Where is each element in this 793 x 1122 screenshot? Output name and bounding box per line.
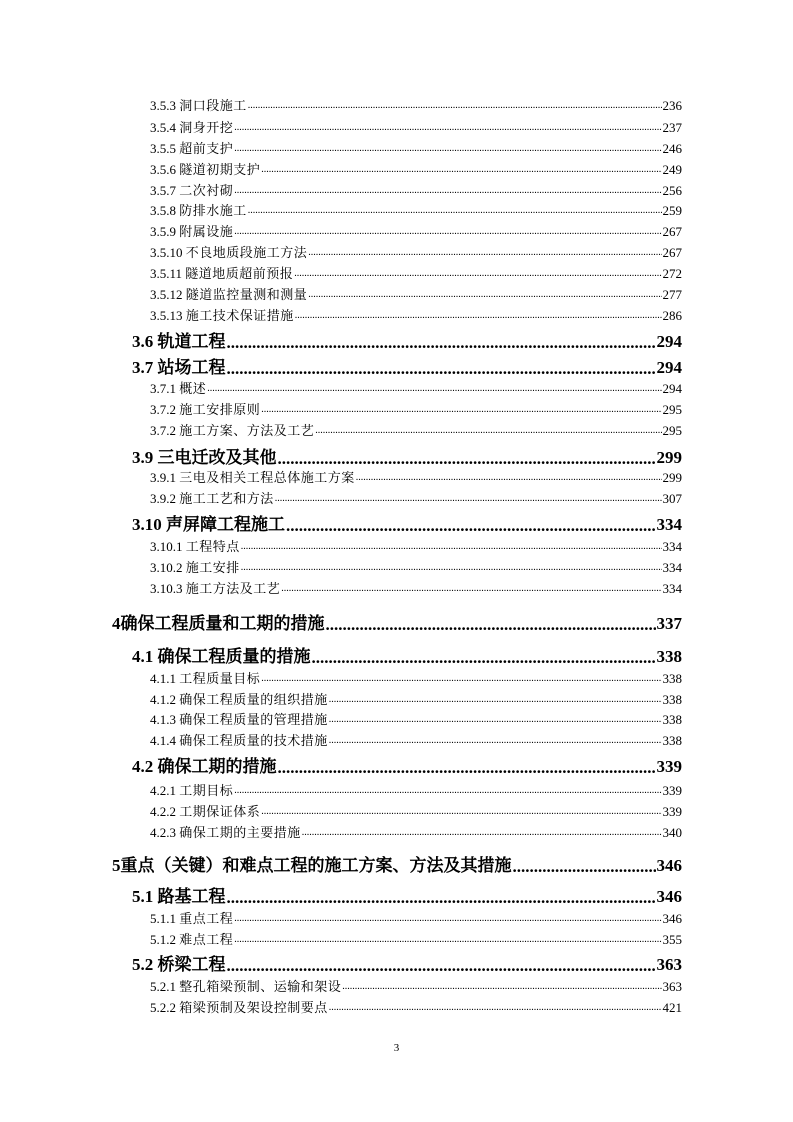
toc-entry-page: 272 — [662, 266, 682, 281]
toc-entry-number: 5.2.2 — [150, 1000, 176, 1015]
toc-entry-number: 3.5.13 — [150, 308, 183, 323]
toc-entry-number: 3.10.2 — [150, 560, 183, 575]
toc-entry-page: 294 — [656, 332, 682, 351]
toc-entry-number: 4.2.2 — [150, 804, 176, 819]
toc-entry-title: 确保工程质量的管理措施 — [179, 712, 328, 727]
dot-leader — [261, 806, 661, 820]
dot-leader — [227, 957, 656, 975]
toc-entry-title: 确保工期的主要措施 — [179, 825, 301, 840]
toc-entry-title: 确保工程质量和工期的措施 — [120, 614, 325, 633]
toc-entry[interactable] — [112, 608, 682, 634]
toc-entry-number: 3.5.4 — [150, 120, 176, 135]
toc-entry[interactable] — [150, 377, 682, 397]
toc-entry-title: 站场工程 — [157, 358, 226, 377]
toc-entry[interactable] — [150, 241, 682, 261]
toc-entry-page: 299 — [656, 448, 682, 467]
toc-entry-title: 施工安排 — [185, 560, 240, 575]
toc-entry-page: 421 — [662, 1000, 682, 1015]
dot-leader — [275, 493, 662, 507]
dot-leader — [234, 934, 661, 948]
toc-entry-number: 3.5.11 — [150, 266, 183, 281]
toc-entry-number: 5.1 — [132, 887, 154, 906]
toc-entry-title: 重点（关键）和难点工程的施工方案、方法及其措施 — [120, 856, 512, 875]
toc-entry-number: 3.5.9 — [150, 224, 176, 239]
toc-entry-number: 3.9 — [132, 448, 154, 467]
toc-entry-number: 3.5.8 — [150, 203, 176, 218]
dot-leader — [312, 649, 656, 667]
dot-leader — [234, 785, 661, 799]
toc-entry-number: 3.5.6 — [150, 162, 176, 177]
toc-entry-page: 334 — [662, 560, 682, 575]
toc-entry[interactable] — [132, 328, 682, 352]
dot-leader — [261, 404, 661, 418]
toc-entry-page: 339 — [662, 804, 682, 819]
toc-entry[interactable] — [150, 262, 682, 282]
toc-entry-number: 5.1.1 — [150, 911, 176, 926]
toc-entry-page: 338 — [662, 671, 682, 686]
toc-entry-page: 339 — [662, 783, 682, 798]
toc-entry[interactable] — [150, 996, 682, 1016]
toc-entry[interactable] — [150, 158, 682, 178]
toc-entry[interactable] — [150, 116, 682, 136]
dot-leader — [329, 1002, 662, 1016]
toc-entry-page: 237 — [662, 120, 682, 135]
dot-leader — [278, 759, 656, 777]
toc-entry-number: 3.7.2 — [150, 423, 176, 438]
toc-entry[interactable] — [150, 708, 682, 728]
toc-entry-number: 4 — [112, 614, 121, 633]
toc-entry-page: 339 — [656, 757, 682, 776]
toc-entry-number: 4.2 — [132, 757, 154, 776]
toc-entry-title: 确保工程质量的组织措施 — [179, 692, 328, 707]
dot-leader — [295, 310, 662, 324]
toc-entry-page: 277 — [662, 287, 682, 302]
toc-entry-page: 346 — [662, 911, 682, 926]
toc-entry[interactable] — [150, 577, 682, 597]
toc-entry-number: 4.1 — [132, 647, 154, 666]
toc-entry-page: 363 — [656, 955, 682, 974]
toc-entry[interactable] — [150, 94, 682, 114]
toc-entry-title: 工程特点 — [185, 539, 240, 554]
dot-leader — [234, 913, 661, 927]
toc-entry-page: 294 — [662, 381, 682, 396]
dot-leader — [308, 289, 661, 303]
toc-entry-page: 286 — [662, 308, 682, 323]
toc-entry-title: 防排水施工 — [179, 203, 247, 218]
dot-leader — [302, 827, 662, 841]
toc-entry-number: 3.5.5 — [150, 141, 176, 156]
toc-entry-page: 267 — [662, 224, 682, 239]
toc-entry-page: 307 — [662, 491, 682, 506]
toc-entry-number: 4.2.1 — [150, 783, 176, 798]
toc-entry-title: 工程质量目标 — [179, 671, 261, 686]
toc-entry-title: 隧道初期支护 — [179, 162, 261, 177]
toc-entry-number: 3.10 — [132, 515, 162, 534]
toc-entry-title: 隧道监控量测和测量 — [185, 287, 308, 302]
dot-leader — [329, 714, 662, 728]
toc-entry-title: 不良地质段施工方法 — [185, 245, 308, 260]
toc-entry-title: 确保工程质量的措施 — [157, 647, 311, 666]
toc-entry-page: 295 — [662, 402, 682, 417]
dot-leader — [281, 583, 661, 597]
toc-entry-page: 294 — [656, 358, 682, 377]
dot-leader — [308, 247, 661, 261]
toc-entry-number: 3.5.12 — [150, 287, 183, 302]
dot-leader — [207, 383, 661, 397]
toc-entry-title: 轨道工程 — [157, 332, 226, 351]
dot-leader — [234, 143, 661, 157]
toc-entry[interactable] — [132, 444, 682, 468]
toc-entry-number: 4.1.2 — [150, 692, 176, 707]
dot-leader — [513, 858, 656, 876]
toc-entry-number: 3.7.1 — [150, 381, 176, 396]
toc-entry[interactable] — [132, 753, 682, 777]
page-number: 3 — [393, 1042, 400, 1054]
toc-entry-number: 5 — [112, 856, 121, 875]
toc-entry[interactable] — [150, 398, 682, 418]
toc-entry-number: 4.1.1 — [150, 671, 176, 686]
toc-entry-title: 三电及相关工程总体施工方案 — [179, 470, 355, 485]
toc-entry-number: 5.1.2 — [150, 932, 176, 947]
toc-entry-title: 洞身开挖 — [179, 120, 234, 135]
toc-entry[interactable] — [150, 466, 682, 486]
toc-entry-title: 难点工程 — [179, 932, 234, 947]
toc-entry[interactable] — [150, 779, 682, 799]
toc-entry-page: 249 — [662, 162, 682, 177]
toc-entry[interactable] — [150, 283, 682, 303]
toc-entry-number: 4.2.3 — [150, 825, 176, 840]
toc-entry-page: 338 — [656, 647, 682, 666]
toc-entry-title: 箱梁预制及架设控制要点 — [179, 1000, 328, 1015]
toc-entry[interactable] — [150, 220, 682, 240]
dot-leader — [234, 226, 661, 240]
toc-entry-title: 路基工程 — [157, 887, 226, 906]
toc-entry-page: 337 — [656, 614, 682, 633]
toc-entry[interactable] — [150, 199, 682, 219]
toc-entry-title: 桥梁工程 — [157, 955, 226, 974]
toc-entry[interactable] — [150, 821, 682, 841]
dot-leader — [248, 205, 662, 219]
toc-entry-number: 5.2 — [132, 955, 154, 974]
toc-entry-title: 确保工期的措施 — [157, 757, 277, 776]
toc-entry-title: 工期目标 — [179, 783, 234, 798]
dot-leader — [227, 334, 656, 352]
toc-entry-page: 295 — [662, 423, 682, 438]
toc-entry-title: 重点工程 — [179, 911, 234, 926]
toc-entry[interactable] — [150, 688, 682, 708]
dot-leader — [315, 425, 661, 439]
toc-entry-page: 338 — [662, 712, 682, 727]
toc-entry-number: 3.7.2 — [150, 402, 176, 417]
toc-entry-page: 246 — [662, 141, 682, 156]
toc-entry-number: 3.9.1 — [150, 470, 176, 485]
toc-entry-title: 概述 — [179, 381, 207, 396]
dot-leader — [261, 673, 661, 687]
toc-entry[interactable] — [150, 487, 682, 507]
toc-entry-number: 3.6 — [132, 332, 154, 351]
toc-entry[interactable] — [112, 850, 682, 876]
toc-entry-title: 整孔箱梁预制、运输和架设 — [179, 979, 342, 994]
toc-entry-number: 3.5.10 — [150, 245, 183, 260]
toc-entry-title: 施工方案、方法及工艺 — [179, 423, 315, 438]
dot-leader — [234, 122, 661, 136]
toc-entry-number: 5.2.1 — [150, 979, 176, 994]
toc-entry-page: 236 — [662, 98, 682, 113]
toc-entry-page: 340 — [662, 825, 682, 840]
dot-leader — [356, 472, 662, 486]
toc-entry-title: 施工工艺和方法 — [179, 491, 274, 506]
toc-entry[interactable] — [150, 304, 682, 324]
toc-entry-page: 256 — [662, 183, 682, 198]
dot-leader — [329, 694, 662, 708]
toc-entry-page: 259 — [662, 203, 682, 218]
dot-leader — [294, 268, 661, 282]
toc-entry-page: 334 — [662, 581, 682, 596]
toc-entry[interactable] — [150, 137, 682, 157]
dot-leader — [326, 616, 656, 634]
toc-entry[interactable] — [150, 928, 682, 948]
toc-entry[interactable] — [150, 535, 682, 555]
toc-entry-page: 334 — [662, 539, 682, 554]
dot-leader — [286, 517, 656, 535]
toc-entry-page: 346 — [656, 856, 682, 875]
dot-leader — [261, 164, 661, 178]
toc-entry-number: 3.5.3 — [150, 98, 176, 113]
toc-entry-number: 4.1.3 — [150, 712, 176, 727]
dot-leader — [234, 185, 661, 199]
dot-leader — [227, 360, 656, 378]
toc-entry-title: 施工技术保证措施 — [185, 308, 294, 323]
toc-entry[interactable] — [132, 354, 682, 378]
toc-entry[interactable] — [132, 951, 682, 975]
dot-leader — [227, 889, 656, 907]
dot-leader — [329, 735, 662, 749]
toc-entry-title: 超前支护 — [179, 141, 234, 156]
toc-entry[interactable] — [150, 556, 682, 576]
toc-entry-title: 隧道地质超前预报 — [185, 266, 294, 281]
dot-leader — [342, 981, 661, 995]
toc-entry-title: 确保工程质量的技术措施 — [179, 733, 328, 748]
toc-entry-page: 363 — [662, 979, 682, 994]
toc-entry-number: 3.10.3 — [150, 581, 183, 596]
toc-entry[interactable] — [150, 729, 682, 749]
toc-entry-page: 338 — [662, 733, 682, 748]
toc-entry-page: 338 — [662, 692, 682, 707]
dot-leader — [241, 541, 662, 555]
toc-entry-page: 267 — [662, 245, 682, 260]
toc-entry-number: 3.7 — [132, 358, 154, 377]
toc-entry[interactable] — [132, 883, 682, 907]
toc-entry[interactable] — [150, 800, 682, 820]
toc-entry-page: 346 — [656, 887, 682, 906]
toc-entry-number: 4.1.4 — [150, 733, 176, 748]
toc-entry-number: 3.9.2 — [150, 491, 176, 506]
toc-entry-page: 334 — [656, 515, 682, 534]
dot-leader — [248, 100, 662, 114]
toc-entry-number: 3.5.7 — [150, 183, 176, 198]
toc-entry[interactable] — [150, 975, 682, 995]
toc-entry[interactable] — [150, 907, 682, 927]
toc-entry-title: 附属设施 — [179, 224, 234, 239]
toc-entry[interactable] — [150, 419, 682, 439]
toc-entry-title: 二次衬砌 — [179, 183, 234, 198]
toc-entry-title: 洞口段施工 — [179, 98, 247, 113]
toc-entry-page: 299 — [662, 470, 682, 485]
toc-entry[interactable] — [150, 179, 682, 199]
toc-entry-title: 工期保证体系 — [179, 804, 261, 819]
toc-entry[interactable] — [132, 511, 682, 535]
toc-entry[interactable] — [150, 667, 682, 687]
toc-entry-number: 3.10.1 — [150, 539, 183, 554]
toc-entry-page: 355 — [662, 932, 682, 947]
toc-entry-title: 施工方法及工艺 — [185, 581, 281, 596]
toc-entry-title: 声屏障工程施工 — [166, 515, 285, 534]
dot-leader — [241, 562, 662, 576]
toc-entry[interactable] — [132, 643, 682, 667]
toc-entry-title: 三电迁改及其他 — [157, 448, 277, 467]
toc-entry-title: 施工安排原则 — [179, 402, 261, 417]
